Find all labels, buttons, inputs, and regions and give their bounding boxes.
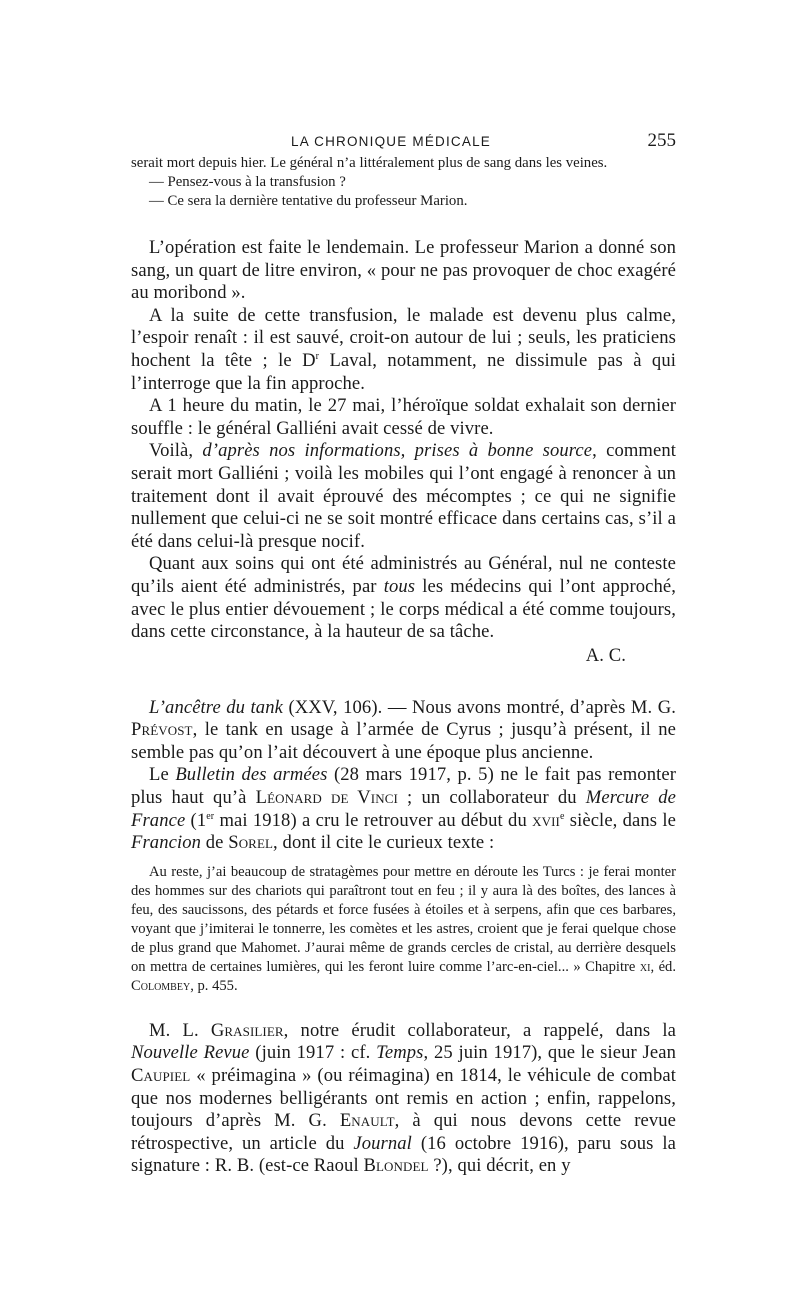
italic-text: d’après nos informations, prises à bonne source (202, 440, 593, 462)
italic-text: Temps (376, 1042, 424, 1064)
galliéni-section (131, 237, 676, 667)
text-segment: (XXV, 106). — Nous avons montré, d’après M. G. (282, 696, 677, 718)
paragraph (131, 440, 676, 553)
text-segment: mai 1918) a cru le retrouver au début du (214, 809, 533, 831)
italic-text: Mercure de France (131, 787, 676, 831)
text-segment: siècle, dans le (564, 809, 677, 831)
paragraph (131, 764, 676, 854)
text-segment: , dont il cite le curieux texte : (273, 832, 495, 854)
person-name: Léonard de Vinci (255, 787, 398, 809)
tank-section (131, 697, 676, 855)
italic-text: Nouvelle Revue (131, 1042, 250, 1064)
section-title: L’ancêtre du tank (149, 696, 283, 718)
text-segment: (1 (185, 809, 207, 831)
grasilier-section (131, 1020, 676, 1178)
text-segment: Le (149, 764, 176, 786)
text-segment: , à qui nous devons cette revue rétrospective, un article du (131, 1110, 676, 1154)
text-segment: , notre érudit collaborateur, a rappelé, dans la (283, 1019, 676, 1041)
paragraph (131, 697, 676, 765)
text-segment: , p. 455. (190, 977, 238, 994)
text-segment: , éd. (650, 958, 676, 975)
person-name: Enault (339, 1110, 395, 1132)
text-segment: Voilà, (149, 440, 203, 462)
text-segment: de (201, 832, 229, 854)
superscript: r (315, 350, 320, 362)
running-title: LA CHRONIQUE MÉDICALE (291, 134, 491, 149)
quotation-text (131, 863, 676, 996)
paragraph: A 1 heure du matin, le 27 mai, l’héroïque soldat exhalait son dernier souffle : le général Galliéni avait cessé de vivre. (131, 395, 676, 439)
paragraph (131, 1020, 676, 1178)
dialogue-line: — Ce sera la dernière tentative du professeur Marion. (149, 193, 468, 209)
text-segment: M. L. (149, 1019, 211, 1041)
person-name: Caupiel (131, 1065, 191, 1087)
text-segment: ?), qui décrit, en y (428, 1155, 571, 1177)
text-segment: , le tank en usage à l’armée de Cyrus ; jusqu’à présent, il ne semble pas qu’on l’ait découvert à une époque plus ancienne. (131, 719, 676, 763)
text-segment: Au reste, j’ai beaucoup de stratagèmes pour mettre en déroute les Turcs : je ferai monter des hommes sur des chariots qui paraîtront tout en feu ; il y aura là des boîtes, des lances à feu, des saucissons, des pétards et force fusées à étoiles et à serpens, afin que ces barbares, voyant que j’imiterai le tonnerre, les comètes et les astres, croient que je ferai quelque chose de plus grand que Mahomet. J’aurai même de grands cercles de cristal, au derrière desquels on mettra de certaines lumières, qui les feront luire comme l’arc-en-ciel... » Chapitre (131, 863, 676, 975)
text-segment: Quant aux soins qui ont été administrés au Général, nul ne conteste qu’ils aient été administrés, par (131, 553, 676, 597)
text-segment: (28 mars 1917, p. 5) ne le fait pas remonter plus haut qu’à (131, 764, 677, 809)
text-segment: (juin 1917 : cf. (249, 1042, 377, 1064)
italic-text: Bulletin des armées (175, 764, 328, 786)
paragraph (131, 305, 676, 395)
century-numeral: xvii (532, 809, 560, 831)
quotation-block (131, 863, 676, 996)
dialogue-block (131, 154, 676, 211)
italic-text: Journal (353, 1132, 412, 1154)
person-name: Blondel (363, 1155, 429, 1177)
text-segment: ; un collaborateur du (397, 787, 586, 809)
person-name: Grasilier (210, 1019, 284, 1041)
dialogue-line: — Pensez-vous à la transfusion ? (149, 174, 346, 190)
person-name: Prévost (131, 719, 193, 741)
superscript: er (206, 810, 215, 822)
text-segment: , 25 juin 1917), que le sieur Jean (423, 1042, 676, 1064)
chapter-numeral: xi (639, 958, 651, 975)
paragraph (131, 553, 676, 643)
text-segment: « préimagina » (ou réimagina) en 1814, le véhicule de combat que nos modernes belligérants ont remis en action ; enfin, rappelons, toujours d’après M. G. (131, 1065, 676, 1132)
person-name: Colombey (131, 977, 191, 994)
text-segment: , comment serait mort Galliéni ; voilà les mobiles qui l’ont engagé à renoncer à un traitement dont il avait éprouvé des mécomptes ; ce qui ne signifie nullement que celui-ci ne se soit montré efficace dans certains cas, s’il a été dans celui-là presque nocif. (131, 440, 676, 552)
text-segment: les médecins qui l’ont approché, avec le plus entier dévouement ; le corps médical a été comme toujours, dans cette circonstance, à la hauteur de sa tâche. (131, 575, 676, 643)
text-segment: A la suite de cette transfusion, le malade est devenu plus calme, l’espoir renaît : il est sauvé, croit-on autour de lui ; seuls, les praticiens hochent la tête ; le D (131, 304, 676, 371)
page-content (131, 128, 676, 1178)
author-signature: A. C. (585, 644, 626, 666)
italic-text: tous (383, 575, 416, 597)
superscript: e (559, 810, 565, 822)
page-header (131, 128, 676, 154)
paragraph: L’opération est faite le lendemain. Le professeur Marion a donné son sang, un quart de litre environ, « pour ne pas provoquer de choc exagéré au moribond ». (131, 237, 676, 304)
page-number: 255 (647, 130, 676, 151)
dialogue-line: serait mort depuis hier. Le général n’a littéralement plus de sang dans les veines. (131, 155, 608, 171)
person-name: Sorel (228, 832, 274, 854)
text-segment: Laval, notamment, ne dissimule pas à qui l’interroge que la fin approche. (131, 349, 676, 394)
text-segment: (16 octobre 1916), paru sous la signature : R. B. (est-ce Raoul (131, 1132, 676, 1177)
italic-text: Francion (131, 832, 201, 854)
